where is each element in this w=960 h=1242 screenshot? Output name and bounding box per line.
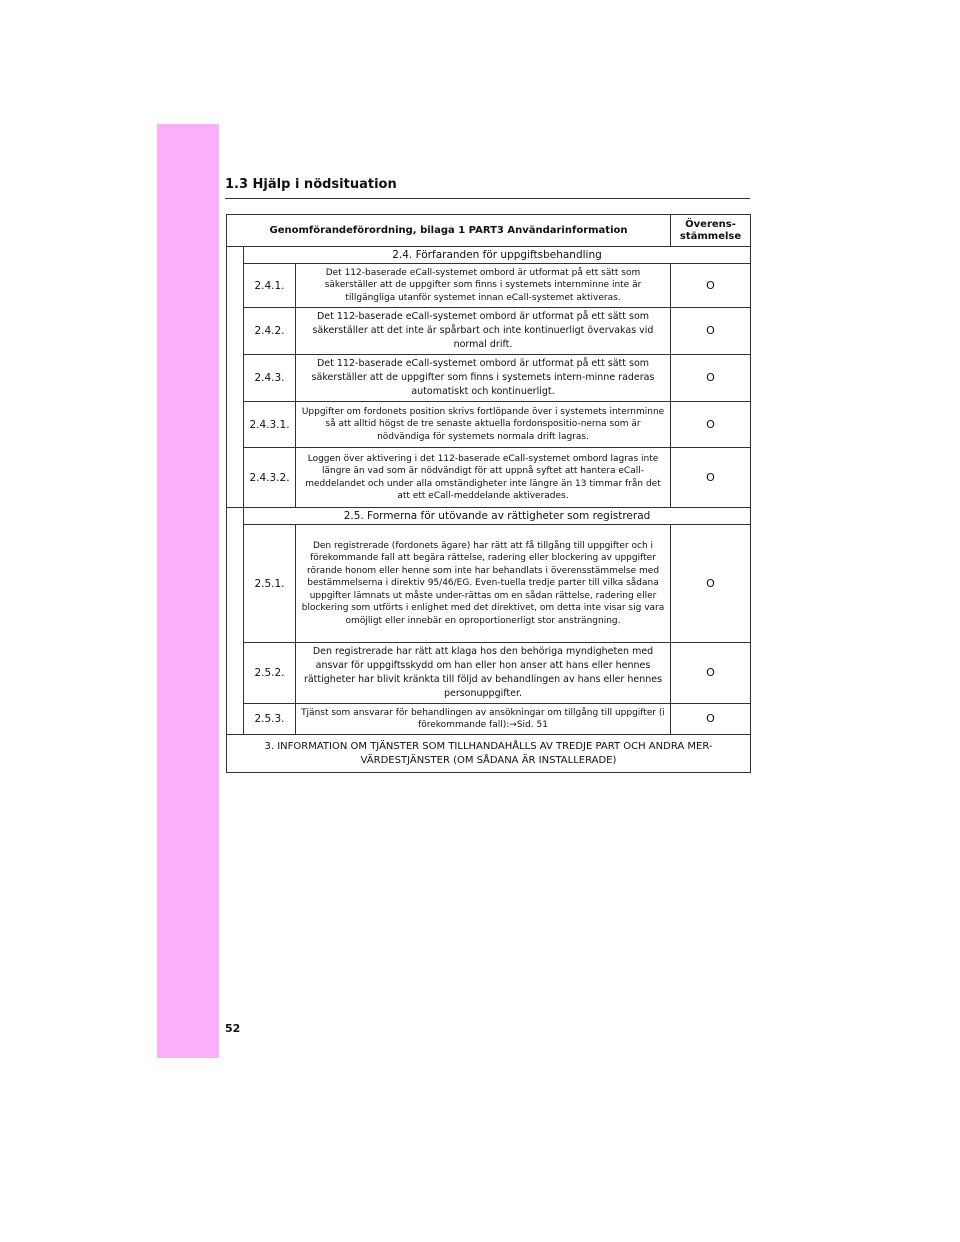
row-text: Det 112-baserade eCall-systemet ombord är utformat på ett sätt som säkerställer att det inte är spårbart och inte kontinuerligt övervakas vid normal drift.	[296, 308, 671, 355]
compliance-mark: O	[671, 355, 751, 402]
header-main: Genomförandeförordning, bilaga 1 PART3 Användarinformation	[227, 215, 671, 247]
row-text: Det 112-baserade eCall-systemet ombord är utformat på ett sätt som säkerställer att de uppgifter som finns i systemets internminne inte är tillgängliga utanför systemet innan eCall-systemet aktiveras.	[296, 264, 671, 308]
section-3-heading: 3. INFORMATION OM TJÄNSTER SOM TILLHANDAHÅLLS AV TREDJE PART OCH ANDRA MER-VÄRDESTJÄNSTER (OM SÅDANA ÄR INSTALLERADE)	[227, 735, 751, 773]
table-header-row	[227, 215, 751, 247]
row-number: 2.4.2.	[244, 308, 296, 355]
page-number: 52	[225, 1022, 241, 1035]
row-number: 2.5.1.	[244, 525, 296, 643]
table-row	[227, 402, 751, 448]
table-row	[227, 643, 751, 704]
row-text: Den registrerade har rätt att klaga hos den behöriga myndigheten med ansvar för uppgiftsskydd om han eller hon anser att hans eller hennes rättigheter har blivit kränkta till följd av behandlingen av hans eller hennes personuppgifter.	[296, 643, 671, 704]
header-compliance: Överens- stämmelse	[671, 215, 751, 247]
compliance-table	[226, 214, 751, 773]
row-text: Tjänst som ansvarar för behandlingen av ansökningar om tillgång till uppgifter (i förekommande fall):→Sid. 51	[296, 704, 671, 735]
row-number: 2.5.2.	[244, 643, 296, 704]
row-text: Det 112-baserade eCall-systemet ombord är utformat på ett sätt som säkerställer att de uppgifter som finns i systemets intern-minne raderas automatiskt och kontinuerligt.	[296, 355, 671, 402]
table-row	[227, 264, 751, 308]
compliance-mark: O	[671, 448, 751, 508]
compliance-mark: O	[671, 402, 751, 448]
indent-cell	[227, 247, 244, 508]
table-row	[227, 448, 751, 508]
indent-cell	[227, 508, 244, 735]
row-text: Den registrerade (fordonets ägare) har rätt att få tillgång till uppgifter och i förekommande fall att begära rättelse, radering eller blockering av uppgifter rörande honom eller henne som inte har behandlats i överensstämmelse med bestämmelserna i direktiv 95/46/EG. Even-tuella tredje parter till vilka sådana uppgifter lämnats ut måste under-rättas om en sådan rättelse, radering eller blockering som utförts i enlighet med det direktivet, om detta inte visar sig vara omöjligt eller innebär en oproportionerligt stor ansträngning.	[296, 525, 671, 643]
row-text: Loggen över aktivering i det 112-baserade eCall-systemet ombord lagras inte längre än vad som är nödvändigt för att uppnå syftet att hantera eCall-meddelandet och under alla omständigheter inte längre än 13 timmar från det att ett eCall-meddelande aktiverades.	[296, 448, 671, 508]
row-number: 2.4.3.1.	[244, 402, 296, 448]
table-row	[227, 355, 751, 402]
row-number: 2.5.3.	[244, 704, 296, 735]
compliance-mark: O	[671, 308, 751, 355]
table-row	[227, 704, 751, 735]
section-title-2-5: 2.5. Formerna för utövande av rättigheter som registrerad	[244, 508, 751, 525]
table-row	[227, 525, 751, 643]
section-2-4-title-row	[227, 247, 751, 264]
section-title: 1.3 Hjälp i nödsituation	[225, 177, 397, 192]
chapter-side-tab	[157, 124, 219, 1058]
compliance-mark: O	[671, 264, 751, 308]
section-title-2-4: 2.4. Förfaranden för uppgiftsbehandling	[244, 247, 751, 264]
compliance-mark: O	[671, 704, 751, 735]
row-number: 2.4.3.2.	[244, 448, 296, 508]
title-divider	[225, 198, 750, 199]
row-number: 2.4.3.	[244, 355, 296, 402]
footer-row	[227, 735, 751, 773]
table-row	[227, 308, 751, 355]
row-number: 2.4.1.	[244, 264, 296, 308]
row-text: Uppgifter om fordonets position skrivs fortlöpande över i systemets internminne så att alltid högst de tre senaste aktuella fordonspositio-nerna som är nödvändiga för systemets normala drift lagras.	[296, 402, 671, 448]
section-2-5-title-row	[227, 508, 751, 525]
compliance-mark: O	[671, 643, 751, 704]
compliance-mark: O	[671, 525, 751, 643]
